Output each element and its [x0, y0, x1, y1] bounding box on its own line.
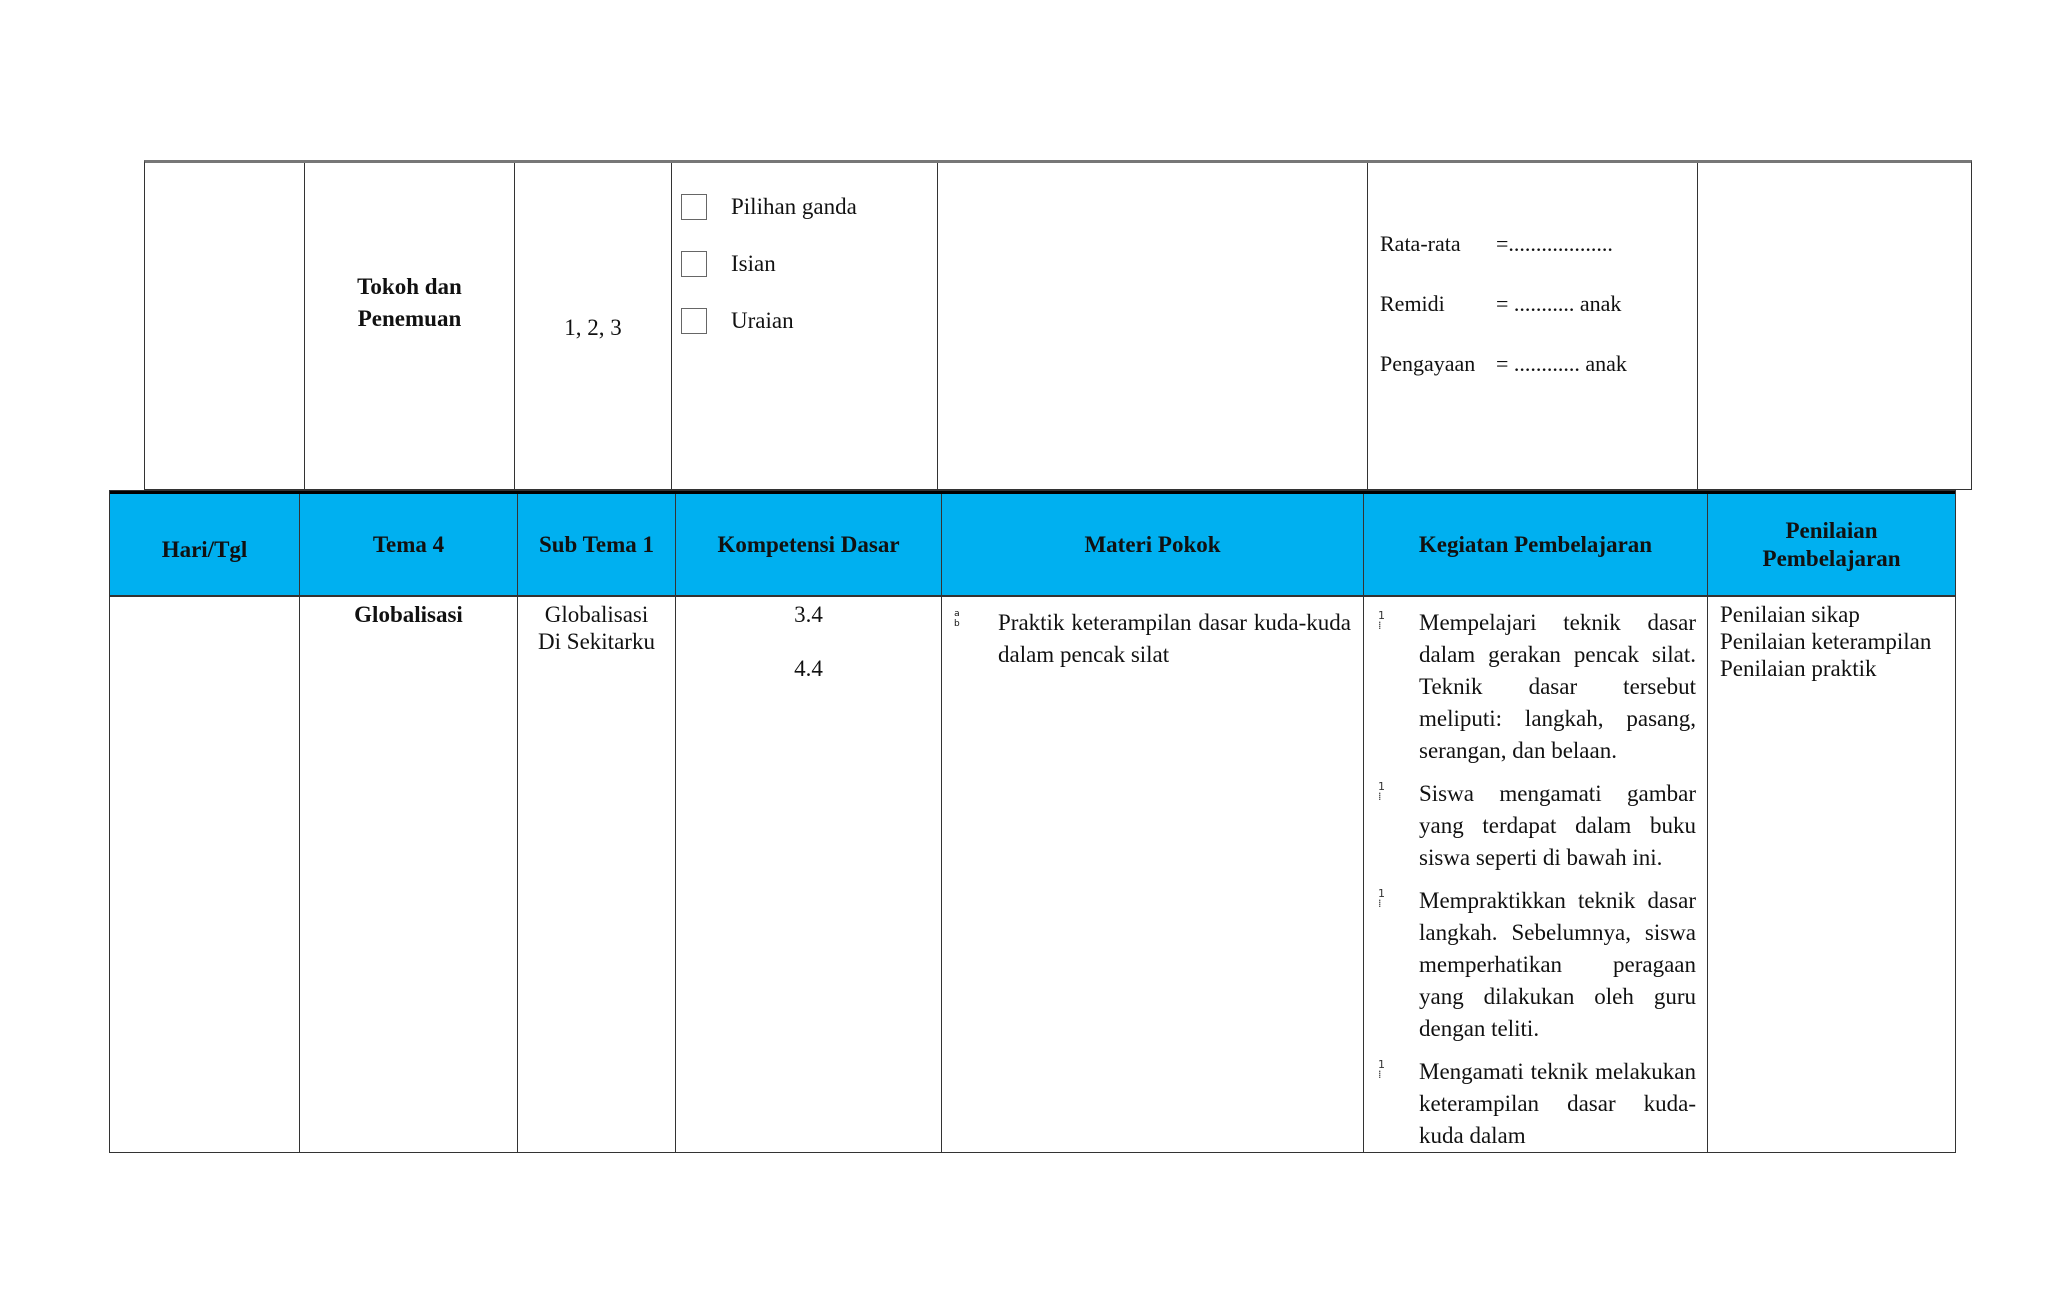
list-item: 1 ⁞ Mempraktikkan teknik dasar langkah. Sebelumnya, siswa memperhatikan peragaan yang dilakukan oleh guru dengan teliti.: [1378, 887, 1696, 1041]
header-kompetensi-dasar: Kompetensi Dasar: [676, 494, 942, 595]
option-pilihan-ganda[interactable]: [681, 193, 857, 221]
header-penilaian-pembelajaran: Penilaian Pembelajaran: [1762, 517, 1901, 571]
penilaian-item: Penilaian sikap: [1720, 602, 1860, 627]
tema-value: Globalisasi: [354, 602, 463, 627]
list-item: 1 ⁞ Mengamati teknik melakukan keterampilan dasar kuda-kuda dalam: [1378, 1058, 1696, 1148]
header-kegiatan-pembelajaran: Kegiatan Pembelajaran: [1364, 494, 1708, 595]
cell-materi-pokok: [942, 597, 1364, 1152]
stat-pengayaan: Pengayaan = ............ anak: [1380, 351, 1627, 376]
penilaian-item: Penilaian keterampilan: [1720, 629, 1932, 654]
top-cell-numbers: [515, 163, 672, 489]
option-label: Isian: [731, 251, 776, 276]
top-cell-options: [672, 163, 938, 489]
top-cell-theme: [305, 163, 515, 489]
kd-item: 4.4: [794, 656, 823, 681]
list-marker-icon: 1 ⁞: [1378, 887, 1385, 910]
list-marker-icon: 1 ⁞: [1378, 780, 1385, 803]
header-hari-tgl: Hari/Tgl: [110, 494, 300, 595]
materi-text: Praktik keterampilan dasar kuda-kuda dalam pencak silat: [998, 610, 1351, 667]
cell-hari-tgl: [110, 597, 300, 1152]
checkbox-icon[interactable]: [681, 251, 707, 277]
penilaian-list: [1720, 601, 1951, 682]
penilaian-item: Penilaian praktik: [1720, 656, 1877, 681]
header-tema: Tema 4: [300, 494, 518, 595]
cell-kegiatan: [1364, 597, 1708, 1152]
list-marker-icon: 1 ⁞: [1378, 609, 1385, 632]
main-table: [109, 490, 1956, 1153]
list-marker-icon: a b: [954, 609, 960, 629]
option-label: Pilihan ganda: [731, 194, 857, 219]
top-cell-hari: [145, 163, 305, 489]
checkbox-icon[interactable]: [681, 194, 707, 220]
top-cell-stats: [1368, 163, 1698, 489]
list-item: 1 ⁞ Siswa mengamati gambar yang terdapat dalam buku siswa seperti di bawah ini.: [1378, 780, 1696, 870]
stat-rata-rata: Rata-rata =...................: [1380, 231, 1613, 256]
top-table: [144, 160, 1972, 490]
option-uraian[interactable]: [681, 307, 794, 335]
top-cell-empty: [938, 163, 1368, 489]
subtema-value: Globalisasi Di Sekitarku: [538, 602, 655, 654]
stat-remidi: Remidi = ........... anak: [1380, 291, 1622, 316]
option-label: Uraian: [731, 308, 794, 333]
checkbox-icon[interactable]: [681, 308, 707, 334]
kegiatan-list: [1364, 607, 1707, 1163]
question-numbers: 1, 2, 3: [564, 315, 622, 340]
cell-penilaian: [1708, 597, 1955, 1152]
kd-item: 3.4: [794, 602, 823, 627]
table-row: [110, 597, 1955, 1152]
header-materi-pokok: Materi Pokok: [942, 494, 1364, 595]
cell-subtema: [518, 597, 676, 1152]
list-marker-icon: 1 ⁞: [1378, 1058, 1385, 1081]
header-subtema: Sub Tema 1: [518, 494, 676, 595]
top-cell-last: [1698, 163, 1973, 489]
table-header-row: [110, 491, 1955, 597]
cell-kompetensi-dasar: [676, 597, 942, 1152]
option-isian[interactable]: [681, 250, 776, 278]
list-item: 1 ⁞ Mempelajari teknik dasar dalam gerakan pencak silat. Teknik dasar tersebut meliputi: langkah, pasang, serangan, dan belaan.: [1378, 609, 1696, 763]
theme-title: Tokoh dan Penemuan: [357, 274, 462, 331]
cell-tema: [300, 597, 518, 1152]
